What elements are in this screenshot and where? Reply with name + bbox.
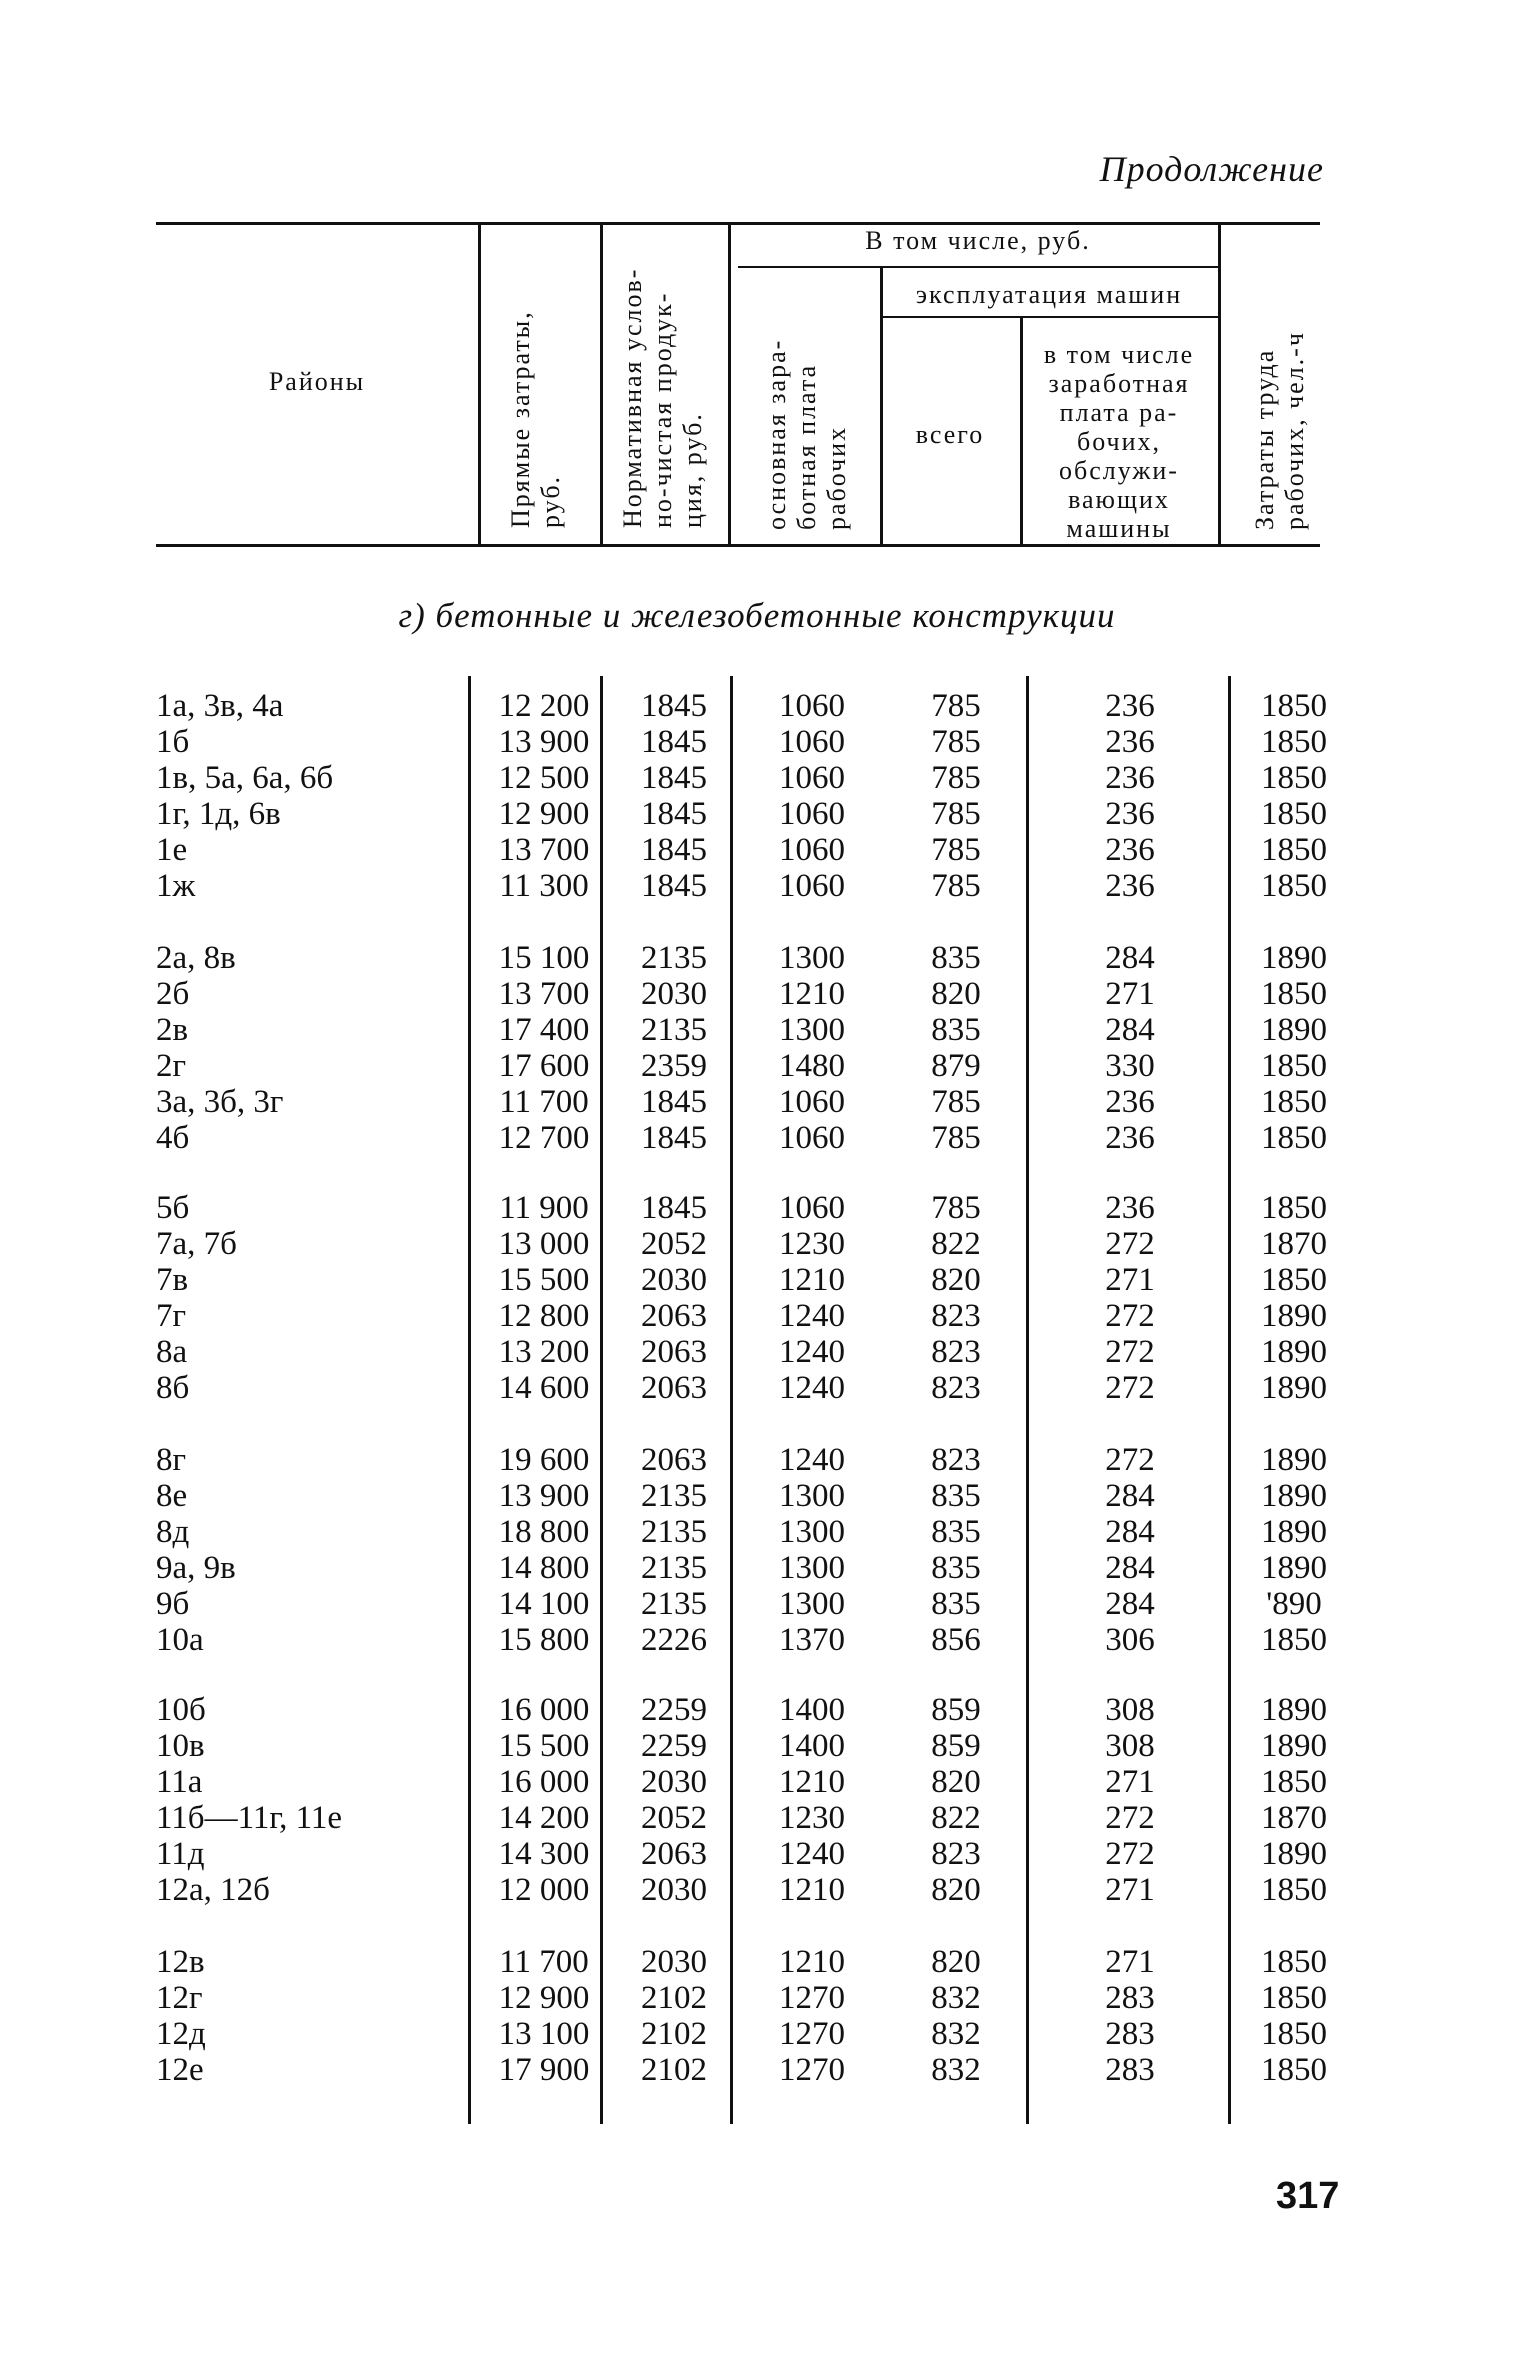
region-cell: 8б [156, 1370, 190, 1406]
direct-cost-cell: 12 000 [498, 1872, 590, 1908]
table-row [0, 1370, 1514, 1406]
direct-cost-cell: 15 800 [498, 1622, 590, 1658]
normative-output-cell: 2226 [641, 1622, 707, 1658]
region-cell: 11а [156, 1764, 203, 1800]
table-row [0, 760, 1514, 796]
labor-cost-cell: 1850 [1261, 1048, 1327, 1084]
machine-wage-cell: 272 [1105, 1226, 1155, 1262]
table-row [0, 1586, 1514, 1622]
region-cell: 1е [156, 832, 188, 868]
machine-total-cell: 823 [931, 1836, 981, 1872]
base-wage-cell: 1060 [779, 832, 845, 868]
direct-cost-cell: 17 900 [498, 2052, 590, 2088]
machine-total-cell: 835 [931, 1586, 981, 1622]
labor-cost-cell: 1890 [1261, 1442, 1327, 1478]
normative-output-cell: 2030 [641, 1944, 707, 1980]
region-cell: 4б [156, 1120, 190, 1156]
table-row [0, 1298, 1514, 1334]
region-cell: 5б [156, 1190, 190, 1226]
labor-cost-cell: '890 [1266, 1586, 1322, 1622]
direct-cost-cell: 17 400 [498, 1012, 590, 1048]
table-row [0, 1190, 1514, 1226]
machine-wage-cell: 284 [1105, 940, 1155, 976]
base-wage-cell: 1300 [779, 940, 845, 976]
machine-wage-cell: 284 [1105, 1550, 1155, 1586]
machine-total-cell: 832 [931, 2016, 981, 2052]
labor-cost-cell: 1850 [1261, 724, 1327, 760]
machine-wage-cell: 271 [1105, 1764, 1155, 1800]
direct-cost-cell: 11 700 [499, 1084, 589, 1120]
table-row [0, 1944, 1514, 1980]
direct-cost-cell: 13 700 [498, 832, 590, 868]
labor-cost-cell: 1850 [1261, 2052, 1327, 2088]
region-cell: 11б—11г, 11е [156, 1800, 343, 1836]
row-group [0, 1692, 1514, 1908]
labor-cost-cell: 1850 [1261, 868, 1327, 904]
normative-output-header: Нормативная услов- но-чистая продук- ция, руб. [618, 267, 707, 528]
base-wage-cell: 1300 [779, 1514, 845, 1550]
header-divider [1218, 222, 1221, 544]
direct-cost-cell: 13 200 [498, 1334, 590, 1370]
labor-cost-cell: 1850 [1261, 1190, 1327, 1226]
base-wage-cell: 1240 [779, 1836, 845, 1872]
machine-total-cell: 835 [931, 1478, 981, 1514]
region-cell: 10а [156, 1622, 204, 1658]
labor-cost-cell: 1890 [1261, 1728, 1327, 1764]
machine-total-cell: 835 [931, 940, 981, 976]
labor-cost-cell: 1890 [1261, 1692, 1327, 1728]
labor-cost-cell: 1850 [1261, 1764, 1327, 1800]
machine-total-cell: 879 [931, 1048, 981, 1084]
machine-wage-cell: 236 [1105, 1084, 1155, 1120]
table-row [0, 1764, 1514, 1800]
base-wage-cell: 1210 [779, 976, 845, 1012]
section-title: г) бетонные и железобетонные конструкции [398, 596, 1116, 635]
row-group [0, 1190, 1514, 1406]
header-divider [600, 222, 603, 544]
base-wage-cell: 1370 [779, 1622, 845, 1658]
direct-cost-cell: 14 800 [498, 1550, 590, 1586]
table-row [0, 1622, 1514, 1658]
table-row [0, 940, 1514, 976]
machine-total-header: всего [915, 420, 985, 449]
base-wage-cell: 1060 [779, 1190, 845, 1226]
row-group [0, 1944, 1514, 2088]
direct-cost-cell: 15 500 [498, 1728, 590, 1764]
machine-total-cell: 832 [931, 2052, 981, 2088]
normative-output-cell: 1845 [641, 1120, 707, 1156]
table-row [0, 796, 1514, 832]
direct-cost-cell: 13 100 [498, 2016, 590, 2052]
machine-wage-cell: 284 [1105, 1514, 1155, 1550]
base-wage-cell: 1210 [779, 1944, 845, 1980]
normative-output-cell: 2359 [641, 1048, 707, 1084]
table-row [0, 1262, 1514, 1298]
base-wage-cell: 1300 [779, 1586, 845, 1622]
base-wage-cell: 1060 [779, 796, 845, 832]
table-row [0, 1334, 1514, 1370]
normative-output-cell: 1845 [641, 688, 707, 724]
direct-cost-cell: 14 600 [498, 1370, 590, 1406]
labor-cost-cell: 1870 [1261, 1226, 1327, 1262]
region-cell: 12а, 12б [156, 1872, 270, 1908]
table-row [0, 1692, 1514, 1728]
machine-total-cell: 823 [931, 1334, 981, 1370]
base-wage-cell: 1060 [779, 1084, 845, 1120]
machine-wage-cell: 236 [1105, 796, 1155, 832]
region-cell: 2а, 8в [156, 940, 236, 976]
base-wage-cell: 1240 [779, 1298, 845, 1334]
direct-cost-cell: 19 600 [498, 1442, 590, 1478]
direct-cost-cell: 12 800 [498, 1298, 590, 1334]
machine-total-cell: 785 [931, 1190, 981, 1226]
direct-cost-cell: 12 900 [498, 1980, 590, 2016]
labor-cost-cell: 1850 [1261, 1120, 1327, 1156]
including-header: В том числе, руб. [865, 226, 1091, 255]
normative-output-cell: 2063 [641, 1334, 707, 1370]
machine-wage-cell: 308 [1105, 1728, 1155, 1764]
base-wage-cell: 1060 [779, 760, 845, 796]
table-row [0, 1728, 1514, 1764]
normative-output-cell: 2063 [641, 1442, 707, 1478]
direct-cost-cell: 15 500 [498, 1262, 590, 1298]
row-group [0, 1442, 1514, 1658]
labor-cost-cell: 1850 [1261, 1622, 1327, 1658]
table-row [0, 1442, 1514, 1478]
normative-output-cell: 2135 [641, 1478, 707, 1514]
base-wage-header: основная зара- ботная плата рабочих [762, 338, 851, 530]
normative-output-cell: 1845 [641, 796, 707, 832]
region-cell: 2в [156, 1012, 189, 1048]
base-wage-cell: 1210 [779, 1764, 845, 1800]
normative-output-cell: 2063 [641, 1370, 707, 1406]
normative-output-cell: 1845 [641, 1190, 707, 1226]
normative-output-cell: 1845 [641, 724, 707, 760]
normative-output-cell: 2030 [641, 1764, 707, 1800]
direct-cost-cell: 15 100 [498, 940, 590, 976]
machine-total-cell: 823 [931, 1442, 981, 1478]
normative-output-cell: 2063 [641, 1836, 707, 1872]
region-cell: 7в [156, 1262, 189, 1298]
base-wage-cell: 1240 [779, 1442, 845, 1478]
region-cell: 9а, 9в [156, 1550, 236, 1586]
direct-cost-cell: 11 900 [499, 1190, 589, 1226]
table-row [0, 1980, 1514, 2016]
base-wage-cell: 1210 [779, 1872, 845, 1908]
base-wage-cell: 1270 [779, 1980, 845, 2016]
region-cell: 10в [156, 1728, 205, 1764]
labor-cost-cell: 1850 [1261, 1980, 1327, 2016]
machine-wage-cell: 236 [1105, 724, 1155, 760]
base-wage-cell: 1060 [779, 724, 845, 760]
header-top-rule [156, 222, 1320, 225]
region-cell: 9б [156, 1586, 190, 1622]
normative-output-cell: 1845 [641, 760, 707, 796]
base-wage-cell: 1240 [779, 1370, 845, 1406]
labor-cost-cell: 1870 [1261, 1800, 1327, 1836]
machine-total-cell: 820 [931, 1764, 981, 1800]
base-wage-cell: 1060 [779, 868, 845, 904]
region-cell: 3а, 3б, 3г [156, 1084, 284, 1120]
labor-cost-cell: 1890 [1261, 1012, 1327, 1048]
machine-total-cell: 859 [931, 1728, 981, 1764]
direct-costs-header: Прямые затраты, руб. [506, 310, 565, 528]
machine-rule [880, 316, 1218, 318]
table-row [0, 1012, 1514, 1048]
machine-total-cell: 859 [931, 1692, 981, 1728]
machine-wage-cell: 236 [1105, 760, 1155, 796]
machine-wage-cell: 271 [1105, 1872, 1155, 1908]
machine-wage-cell: 272 [1105, 1298, 1155, 1334]
machine-total-cell: 785 [931, 688, 981, 724]
machine-wage-cell: 271 [1105, 1262, 1155, 1298]
labor-cost-cell: 1850 [1261, 760, 1327, 796]
table-row [0, 868, 1514, 904]
machine-total-cell: 835 [931, 1550, 981, 1586]
region-cell: 8д [156, 1514, 190, 1550]
normative-output-cell: 2102 [641, 2016, 707, 2052]
base-wage-cell: 1230 [779, 1226, 845, 1262]
labor-cost-cell: 1850 [1261, 1872, 1327, 1908]
direct-cost-cell: 13 900 [498, 724, 590, 760]
machine-wage-cell: 236 [1105, 1190, 1155, 1226]
direct-cost-cell: 12 900 [498, 796, 590, 832]
base-wage-cell: 1270 [779, 2016, 845, 2052]
region-cell: 8е [156, 1478, 188, 1514]
direct-cost-cell: 12 700 [498, 1120, 590, 1156]
direct-cost-cell: 12 200 [498, 688, 590, 724]
normative-output-cell: 2259 [641, 1692, 707, 1728]
labor-cost-cell: 1850 [1261, 796, 1327, 832]
table-row [0, 724, 1514, 760]
base-wage-cell: 1400 [779, 1728, 845, 1764]
row-group [0, 688, 1514, 904]
base-wage-cell: 1210 [779, 1262, 845, 1298]
machine-operation-header: эксплуатация машин [915, 280, 1183, 309]
regions-header: Районы [268, 367, 366, 396]
row-group [0, 940, 1514, 1156]
base-wage-cell: 1270 [779, 2052, 845, 2088]
normative-output-cell: 2052 [641, 1800, 707, 1836]
table-row [0, 688, 1514, 724]
normative-output-cell: 1845 [641, 868, 707, 904]
header-divider [478, 222, 481, 544]
machine-total-cell: 835 [931, 1514, 981, 1550]
machine-total-cell: 823 [931, 1298, 981, 1334]
normative-output-cell: 2135 [641, 1514, 707, 1550]
direct-cost-cell: 16 000 [498, 1692, 590, 1728]
base-wage-cell: 1300 [779, 1478, 845, 1514]
normative-output-cell: 2030 [641, 1262, 707, 1298]
table-row [0, 1226, 1514, 1262]
labor-cost-cell: 1890 [1261, 1370, 1327, 1406]
labor-cost-cell: 1890 [1261, 1334, 1327, 1370]
machine-wage-cell: 271 [1105, 1944, 1155, 1980]
machine-total-cell: 832 [931, 1980, 981, 2016]
base-wage-cell: 1480 [779, 1048, 845, 1084]
region-cell: 7г [156, 1298, 187, 1334]
continuation-label: Продолжение [1099, 149, 1324, 189]
normative-output-cell: 2259 [641, 1728, 707, 1764]
normative-output-cell: 2135 [641, 940, 707, 976]
machine-total-cell: 820 [931, 1944, 981, 1980]
machine-total-cell: 820 [931, 1872, 981, 1908]
region-cell: 1ж [156, 868, 196, 904]
labor-cost-cell: 1890 [1261, 1514, 1327, 1550]
normative-output-cell: 2030 [641, 976, 707, 1012]
machine-total-cell: 856 [931, 1622, 981, 1658]
machine-total-cell: 823 [931, 1370, 981, 1406]
machine-wage-cell: 272 [1105, 1442, 1155, 1478]
labor-cost-cell: 1850 [1261, 976, 1327, 1012]
direct-cost-cell: 14 200 [498, 1800, 590, 1836]
base-wage-cell: 1300 [779, 1550, 845, 1586]
machine-wage-cell: 236 [1105, 832, 1155, 868]
direct-cost-cell: 13 700 [498, 976, 590, 1012]
normative-output-cell: 1845 [641, 832, 707, 868]
normative-output-cell: 2135 [641, 1012, 707, 1048]
base-wage-cell: 1400 [779, 1692, 845, 1728]
region-cell: 7а, 7б [156, 1226, 237, 1262]
labor-costs-header: Затраты труда рабочих, чел.-ч [1250, 331, 1309, 530]
table-row [0, 1872, 1514, 1908]
base-wage-cell: 1060 [779, 1120, 845, 1156]
labor-cost-cell: 1890 [1261, 1836, 1327, 1872]
table-row [0, 1120, 1514, 1156]
direct-cost-cell: 11 700 [499, 1944, 589, 1980]
machine-wage-cell: 236 [1105, 1120, 1155, 1156]
machine-wage-cell: 272 [1105, 1800, 1155, 1836]
machine-total-cell: 785 [931, 760, 981, 796]
table-row [0, 2052, 1514, 2088]
labor-cost-cell: 1850 [1261, 1944, 1327, 1980]
region-cell: 12г [156, 1980, 203, 2016]
machine-total-cell: 785 [931, 1120, 981, 1156]
machine-wage-cell: 236 [1105, 868, 1155, 904]
table-row [0, 1514, 1514, 1550]
machine-wage-cell: 283 [1105, 2016, 1155, 2052]
labor-cost-cell: 1850 [1261, 1084, 1327, 1120]
table-row [0, 1084, 1514, 1120]
machine-total-cell: 785 [931, 724, 981, 760]
machine-wage-cell: 272 [1105, 1370, 1155, 1406]
machine-total-cell: 785 [931, 1084, 981, 1120]
normative-output-cell: 1845 [641, 1084, 707, 1120]
normative-output-cell: 2135 [641, 1586, 707, 1622]
direct-cost-cell: 13 000 [498, 1226, 590, 1262]
normative-output-cell: 2052 [641, 1226, 707, 1262]
normative-output-cell: 2063 [641, 1298, 707, 1334]
labor-cost-cell: 1890 [1261, 1550, 1327, 1586]
machine-wage-cell: 284 [1105, 1586, 1155, 1622]
machine-total-cell: 822 [931, 1800, 981, 1836]
machine-wage-cell: 272 [1105, 1334, 1155, 1370]
table-row [0, 2016, 1514, 2052]
base-wage-cell: 1240 [779, 1334, 845, 1370]
machine-wage-cell: 283 [1105, 2052, 1155, 2088]
table-row [0, 832, 1514, 868]
normative-output-cell: 2102 [641, 2052, 707, 2088]
machine-wage-cell: 284 [1105, 1478, 1155, 1514]
direct-cost-cell: 18 800 [498, 1514, 590, 1550]
machine-wage-cell: 306 [1105, 1622, 1155, 1658]
direct-cost-cell: 14 300 [498, 1836, 590, 1872]
machine-total-cell: 820 [931, 1262, 981, 1298]
direct-cost-cell: 11 300 [499, 868, 589, 904]
base-wage-cell: 1060 [779, 688, 845, 724]
direct-cost-cell: 16 000 [498, 1764, 590, 1800]
including-rule [738, 266, 1218, 268]
machine-wage-cell: 284 [1105, 1012, 1155, 1048]
table-row [0, 1836, 1514, 1872]
labor-cost-cell: 1890 [1261, 1478, 1327, 1514]
header-divider [880, 268, 883, 544]
machine-total-cell: 820 [931, 976, 981, 1012]
header-divider [728, 222, 731, 544]
machine-total-cell: 785 [931, 796, 981, 832]
normative-output-cell: 2030 [641, 1872, 707, 1908]
normative-output-cell: 2135 [641, 1550, 707, 1586]
labor-cost-cell: 1850 [1261, 1262, 1327, 1298]
machine-wage-cell: 308 [1105, 1692, 1155, 1728]
region-cell: 11д [156, 1836, 205, 1872]
direct-cost-cell: 12 500 [498, 760, 590, 796]
labor-cost-cell: 1850 [1261, 2016, 1327, 2052]
region-cell: 1а, 3в, 4а [156, 688, 284, 724]
machine-wage-cell: 330 [1105, 1048, 1155, 1084]
direct-cost-cell: 14 100 [498, 1586, 590, 1622]
region-cell: 1г, 1д, 6в [156, 796, 281, 832]
machine-total-cell: 785 [931, 832, 981, 868]
direct-cost-cell: 13 900 [498, 1478, 590, 1514]
normative-output-cell: 2102 [641, 1980, 707, 2016]
machine-total-cell: 785 [931, 868, 981, 904]
region-cell: 1б [156, 724, 190, 760]
region-cell: 12е [156, 2052, 204, 2088]
machine-total-cell: 835 [931, 1012, 981, 1048]
labor-cost-cell: 1850 [1261, 688, 1327, 724]
labor-cost-cell: 1890 [1261, 940, 1327, 976]
machine-total-cell: 822 [931, 1226, 981, 1262]
page-number: 317 [1276, 2175, 1340, 2217]
region-cell: 8г [156, 1442, 187, 1478]
region-cell: 10б [156, 1692, 206, 1728]
table-row [0, 976, 1514, 1012]
machine-wage-cell: 283 [1105, 1980, 1155, 2016]
labor-cost-cell: 1890 [1261, 1298, 1327, 1334]
labor-cost-cell: 1850 [1261, 832, 1327, 868]
region-cell: 2б [156, 976, 190, 1012]
machine-wage-header: в том числе заработная плата ра- бочих, обслужи- вающих машины [1043, 340, 1195, 543]
region-cell: 2г [156, 1048, 187, 1084]
base-wage-cell: 1300 [779, 1012, 845, 1048]
machine-wage-cell: 271 [1105, 976, 1155, 1012]
region-cell: 12д [156, 2016, 206, 2052]
region-cell: 8а [156, 1334, 188, 1370]
header-bottom-rule [156, 544, 1320, 547]
machine-wage-cell: 272 [1105, 1836, 1155, 1872]
machine-wage-cell: 236 [1105, 688, 1155, 724]
region-cell: 12в [156, 1944, 205, 1980]
direct-cost-cell: 17 600 [498, 1048, 590, 1084]
table-row [0, 1800, 1514, 1836]
base-wage-cell: 1230 [779, 1800, 845, 1836]
table-row [0, 1048, 1514, 1084]
table-row [0, 1478, 1514, 1514]
table-row [0, 1550, 1514, 1586]
region-cell: 1в, 5а, 6а, 6б [156, 760, 334, 796]
